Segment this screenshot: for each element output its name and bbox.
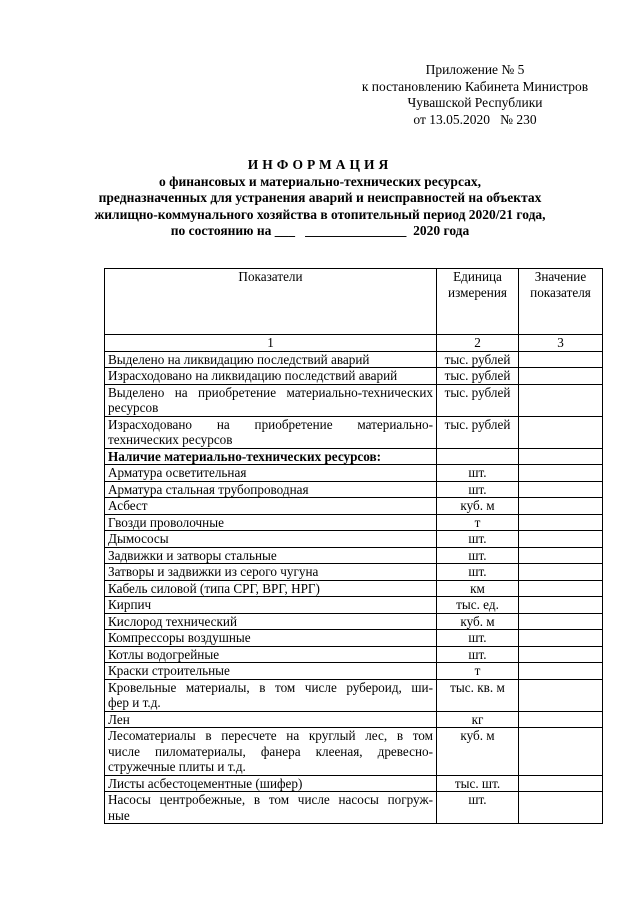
row-label-line: фер и т.д. <box>108 695 161 710</box>
row-label: Израсходовано на ликвидацию последствий аварий <box>105 368 437 385</box>
row-label-line: ные <box>108 807 130 823</box>
table-row <box>105 547 603 564</box>
row-label-line: Израсходовано на приобретение материально- <box>108 416 433 432</box>
table-row <box>105 630 603 647</box>
table-row <box>105 663 603 680</box>
column-number-1: 1 <box>105 335 437 352</box>
row-label: Лен <box>105 711 437 728</box>
row-unit: тыс. рублей <box>437 351 519 368</box>
section-label: Наличие материально-технических ресурсов: <box>105 448 437 465</box>
row-value <box>519 547 603 564</box>
row-unit: т <box>437 514 519 531</box>
row-label: Котлы водогрейные <box>105 646 437 663</box>
row-label-line: Кровельные материалы, в том числе рубероид, ши- <box>108 679 433 695</box>
row-label: Компрессоры воздушные <box>105 630 437 647</box>
table-row <box>105 498 603 515</box>
row-label: Дымососы <box>105 531 437 548</box>
table-row <box>105 792 603 824</box>
table-row <box>105 351 603 368</box>
row-value <box>519 448 603 465</box>
row-unit: тыс. шт. <box>437 775 519 792</box>
row-label <box>105 416 437 448</box>
heading-line-1: о финансовых и материально-технических ресурсах, <box>159 173 481 189</box>
heading-line-4: по состоянию на ___ _______________ 2020 года <box>170 223 470 238</box>
row-value <box>519 384 603 416</box>
row-label: Задвижки и затворы стальные <box>105 547 437 564</box>
row-unit: тыс. рублей <box>437 416 519 448</box>
row-unit: т <box>437 663 519 680</box>
appendix-line-2: к постановлению Кабинета Министров <box>361 78 589 94</box>
appendix-block <box>330 62 620 128</box>
row-label: Гвозди проволочные <box>105 514 437 531</box>
row-unit: тыс. рублей <box>437 384 519 416</box>
column-number-2: 2 <box>437 335 519 352</box>
row-value <box>519 679 603 711</box>
row-unit: шт. <box>437 646 519 663</box>
row-unit: тыс. кв. м <box>437 679 519 711</box>
row-unit <box>437 448 519 465</box>
row-value <box>519 775 603 792</box>
appendix-line-1: Приложение № 5 <box>425 62 525 77</box>
row-value <box>519 597 603 614</box>
row-label: Кирпич <box>105 597 437 614</box>
header-value: Значение показателя <box>519 269 603 335</box>
table-row <box>105 597 603 614</box>
row-unit: шт. <box>437 792 519 824</box>
row-unit: шт. <box>437 547 519 564</box>
row-value <box>519 630 603 647</box>
row-label: Выделено на ликвидацию последствий аварий <box>105 351 437 368</box>
table-row <box>105 728 603 776</box>
row-label-line: ресурсов <box>108 400 159 415</box>
heading-line-3: жилищно-коммунального хозяйства в отопительный период 2020/21 года, <box>94 206 546 222</box>
row-value <box>519 368 603 385</box>
row-unit: куб. м <box>437 728 519 776</box>
table-row <box>105 481 603 498</box>
row-value <box>519 728 603 776</box>
row-label <box>105 792 437 824</box>
row-value <box>519 481 603 498</box>
row-unit: тыс. ед. <box>437 597 519 614</box>
row-label: Асбест <box>105 498 437 515</box>
row-label: Листы асбестоцементные (шифер) <box>105 775 437 792</box>
row-label <box>105 384 437 416</box>
row-value <box>519 514 603 531</box>
table-row <box>105 514 603 531</box>
row-label-line: числе пиломатериалы, фанера клееная, древесно- <box>108 743 433 759</box>
table-number-row <box>105 335 603 352</box>
table-header-row <box>105 269 603 335</box>
row-unit: куб. м <box>437 498 519 515</box>
row-label-line: Насосы центробежные, в том числе насосы погруж- <box>108 792 433 807</box>
row-value <box>519 351 603 368</box>
row-unit: куб. м <box>437 613 519 630</box>
row-value <box>519 663 603 680</box>
table-row <box>105 384 603 416</box>
row-label: Арматура осветительная <box>105 465 437 482</box>
table-row <box>105 613 603 630</box>
row-unit: шт. <box>437 564 519 581</box>
row-label: Затворы и задвижки из серого чугуна <box>105 564 437 581</box>
table-row <box>105 448 603 465</box>
row-unit: тыс. рублей <box>437 368 519 385</box>
table-row <box>105 580 603 597</box>
row-label-line: Выделено на приобретение материально-технических <box>108 384 433 400</box>
header-unit: Единица измерения <box>437 269 519 335</box>
row-unit: шт. <box>437 465 519 482</box>
row-value <box>519 792 603 824</box>
appendix-line-4: от 13.05.2020 № 230 <box>413 111 537 127</box>
heading-line-2: предназначенных для устранения аварий и неисправностей на объектах <box>98 190 542 205</box>
row-label-line: технических ресурсов <box>108 432 233 447</box>
row-label: Кислород технический <box>105 613 437 630</box>
table-row <box>105 775 603 792</box>
row-value <box>519 564 603 581</box>
row-value <box>519 465 603 482</box>
appendix-line-3: Чувашской Республики <box>407 95 543 110</box>
row-value <box>519 498 603 515</box>
table-row <box>105 711 603 728</box>
row-unit: шт. <box>437 481 519 498</box>
row-label: Арматура стальная трубопроводная <box>105 481 437 498</box>
info-table <box>104 268 603 824</box>
row-label-line: стружечные плиты и т.д. <box>108 759 246 774</box>
table-row <box>105 465 603 482</box>
table-row <box>105 531 603 548</box>
row-value <box>519 580 603 597</box>
row-unit: км <box>437 580 519 597</box>
row-unit: кг <box>437 711 519 728</box>
row-value <box>519 711 603 728</box>
header-indicators: Показатели <box>105 269 437 335</box>
row-value <box>519 531 603 548</box>
table-row <box>105 368 603 385</box>
document-heading <box>90 157 550 240</box>
row-value <box>519 646 603 663</box>
row-value <box>519 416 603 448</box>
column-number-3: 3 <box>519 335 603 352</box>
row-unit: шт. <box>437 630 519 647</box>
table-row <box>105 564 603 581</box>
document-title: ИНФОРМАЦИЯ <box>247 157 393 172</box>
row-label: Краски строительные <box>105 663 437 680</box>
row-value <box>519 613 603 630</box>
table-row <box>105 679 603 711</box>
table-row <box>105 646 603 663</box>
row-label: Кабель силовой (типа СРГ, ВРГ, НРГ) <box>105 580 437 597</box>
table-row <box>105 416 603 448</box>
row-label <box>105 728 437 776</box>
row-label-line: Лесоматериалы в пересчете на круглый лес, в том <box>108 728 433 743</box>
row-unit: шт. <box>437 531 519 548</box>
row-label <box>105 679 437 711</box>
